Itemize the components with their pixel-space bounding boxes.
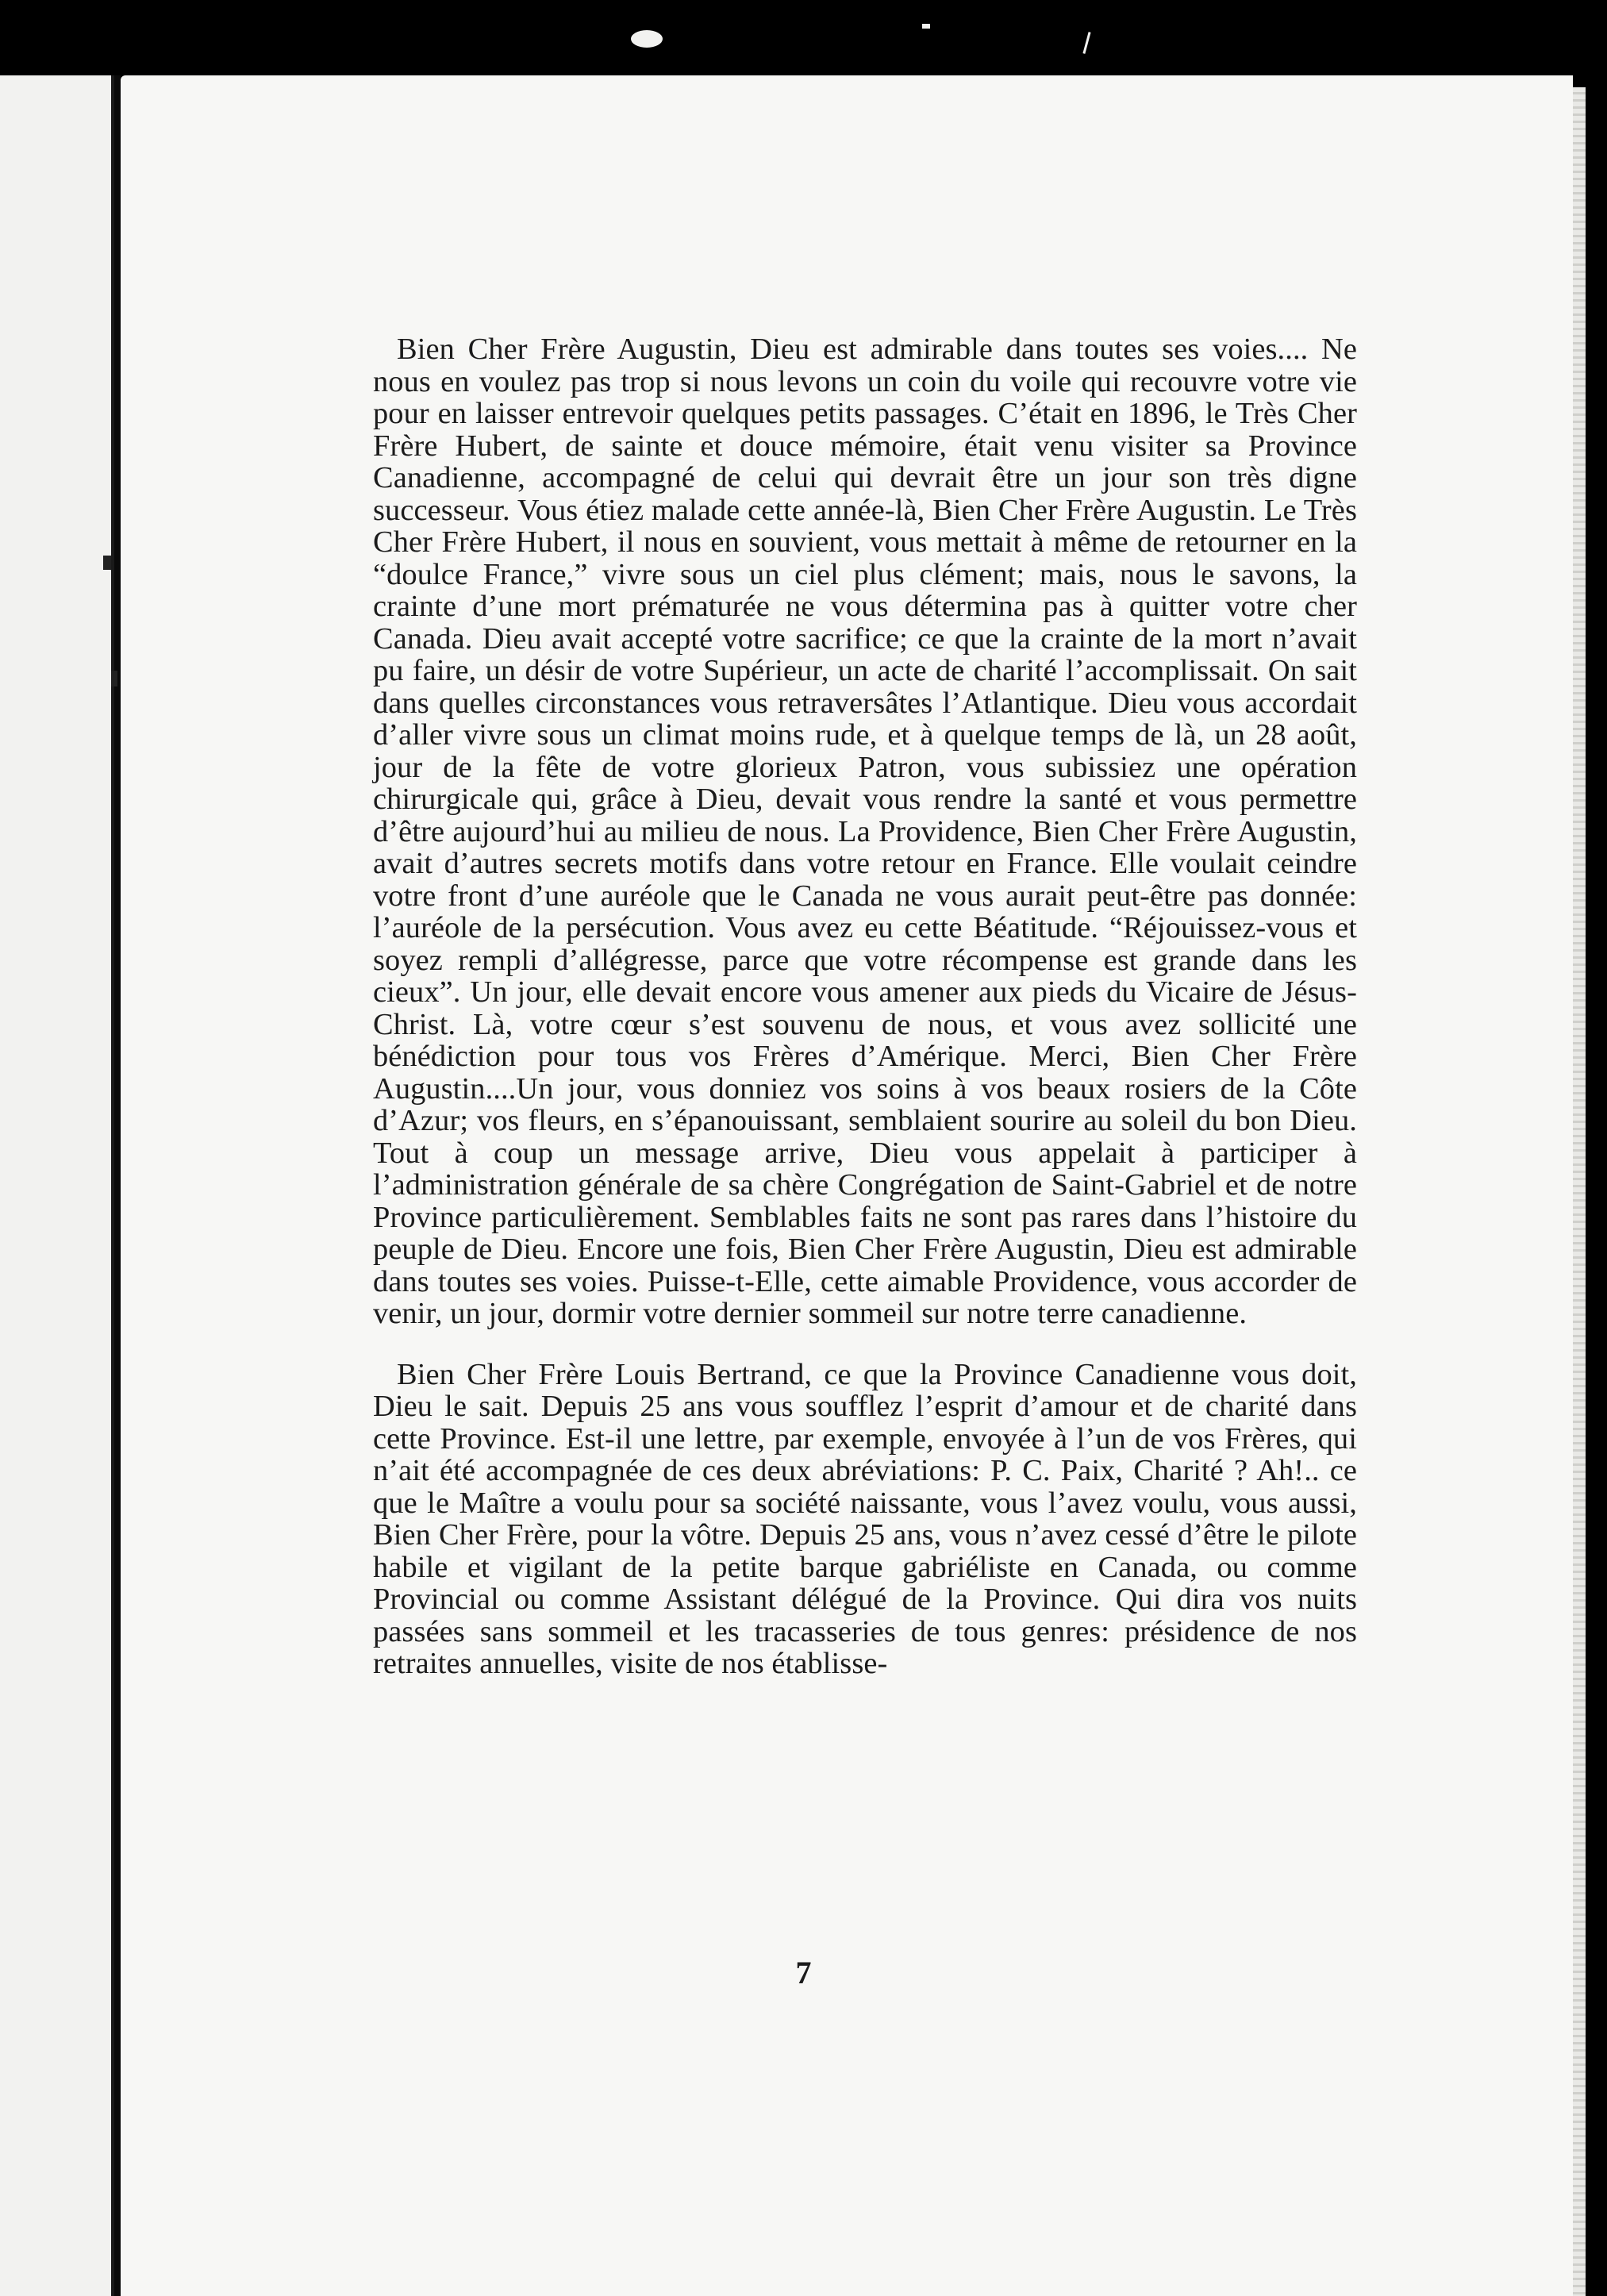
page-number: 7	[795, 1955, 812, 1990]
margin-mark	[103, 556, 111, 570]
scan-speck	[922, 24, 930, 29]
scan-speck	[631, 30, 663, 48]
margin-mark	[111, 671, 117, 686]
paragraph-augustin: Bien Cher Frère Augustin, Dieu est admirable dans toutes ses voies.... Ne nous en voulez pas trop si nous levons un coin du voile qui recouvre votre vie pour en laisser entrevoir quelques petits passages. C’était en 1896, le Très Cher Frère Hubert, de sainte et douce mémoire, était venu visiter sa Province Canadienne, accompagné de celui qui devrait être un jour son très digne successeur. Vous étiez malade cette année-là, Bien Cher Frère Augustin. Le Très Cher Frère Hubert, il nous en souvient, vous mettait à même de retourner en la “doulce France,” vivre sous un ciel plus clément; mais, nous le savons, la crainte d’une mort prématurée ne vous détermina pas à quitter votre cher Canada. Dieu avait accepté votre sacrifice; ce que la crainte de la mort n’avait pu faire, un désir de votre Supérieur, un acte de charité l’accomplissait. On sait dans quelles circonstances vous retraversâtes l’Atlantique. Dieu vous accordait d’aller vivre sous un climat moins rude, et à quelque temps de là, un 28 août, jour de la fête de votre glorieux Patron, vous subissiez une opération chirurgicale qui, grâce à Dieu, devait vous rendre la santé et vous permettre d’être aujourd’hui au milieu de nous. La Providence, Bien Cher Frère Augustin, avait d’autres secrets motifs dans votre retour en France. Elle voulait ceindre votre front d’une auréole que le Canada ne vous aurait peut-être pas donnée: l’auréole de la persécution. Vous avez eu cette Béatitude. “Réjouissez-vous et soyez rempli d’allégresse, parce que votre récompense est grande dans les cieux”. Un jour, elle devait encore vous amener aux pieds du Vicaire de Jésus-Christ. Là, votre cœur s’est souvenu de nous, et vous avez sollicité une bénédiction pour tous vos Frères d’Amérique. Merci, Bien Cher Frère Augustin....Un jour, vous donniez vos soins à vos beaux rosiers de la Côte d’Azur; vos fleurs, en s’épanouissant, semblaient sourire au soleil du bon Dieu. Tout à coup un message arrive, Dieu vous appelait à participer à l’administration générale de sa chère Congrégation de Saint-Gabriel et de notre Province particulièrement. Semblables faits ne sont pas rares dans l’histoire du peuple de Dieu. Encore une fois, Bien Cher Frère Augustin, Dieu est admirable dans toutes ses voies. Puisse-t-Elle, cette aimable Providence, vous accorder de venir, un jour, dormir votre dernier sommeil sur notre terre canadienne.	[373, 333, 1357, 1330]
body-text	[373, 333, 1357, 1680]
paragraph-louis-bertrand: Bien Cher Frère Louis Bertrand, ce que la Province Canadienne vous doit, Dieu le sait. Depuis 25 ans vous soufflez l’esprit d’amour et de charité dans cette Province. Est-il une lettre, par exemple, envoyée à l’un de vos Frères, qui n’ait été accompagnée de ces deux abréviations: P. C. Paix, Charité ? Ah!.. ce que le Maître a voulu pour sa société naissante, vous l’avez voulu, vous aussi, Bien Cher Frère, pour la vôtre. Depuis 25 ans, vous n’avez cessé d’être le pilote habile et vigilant de la petite barque gabriéliste en Canada, ou comme Provincial ou comme Assistant délégué de la Province. Qui dira vos nuits passées sans sommeil et les tracasseries de tous genres: présidence de nos retraites annuelles, visite de nos établisse-	[373, 1357, 1357, 1680]
scan-speck	[1082, 32, 1090, 54]
